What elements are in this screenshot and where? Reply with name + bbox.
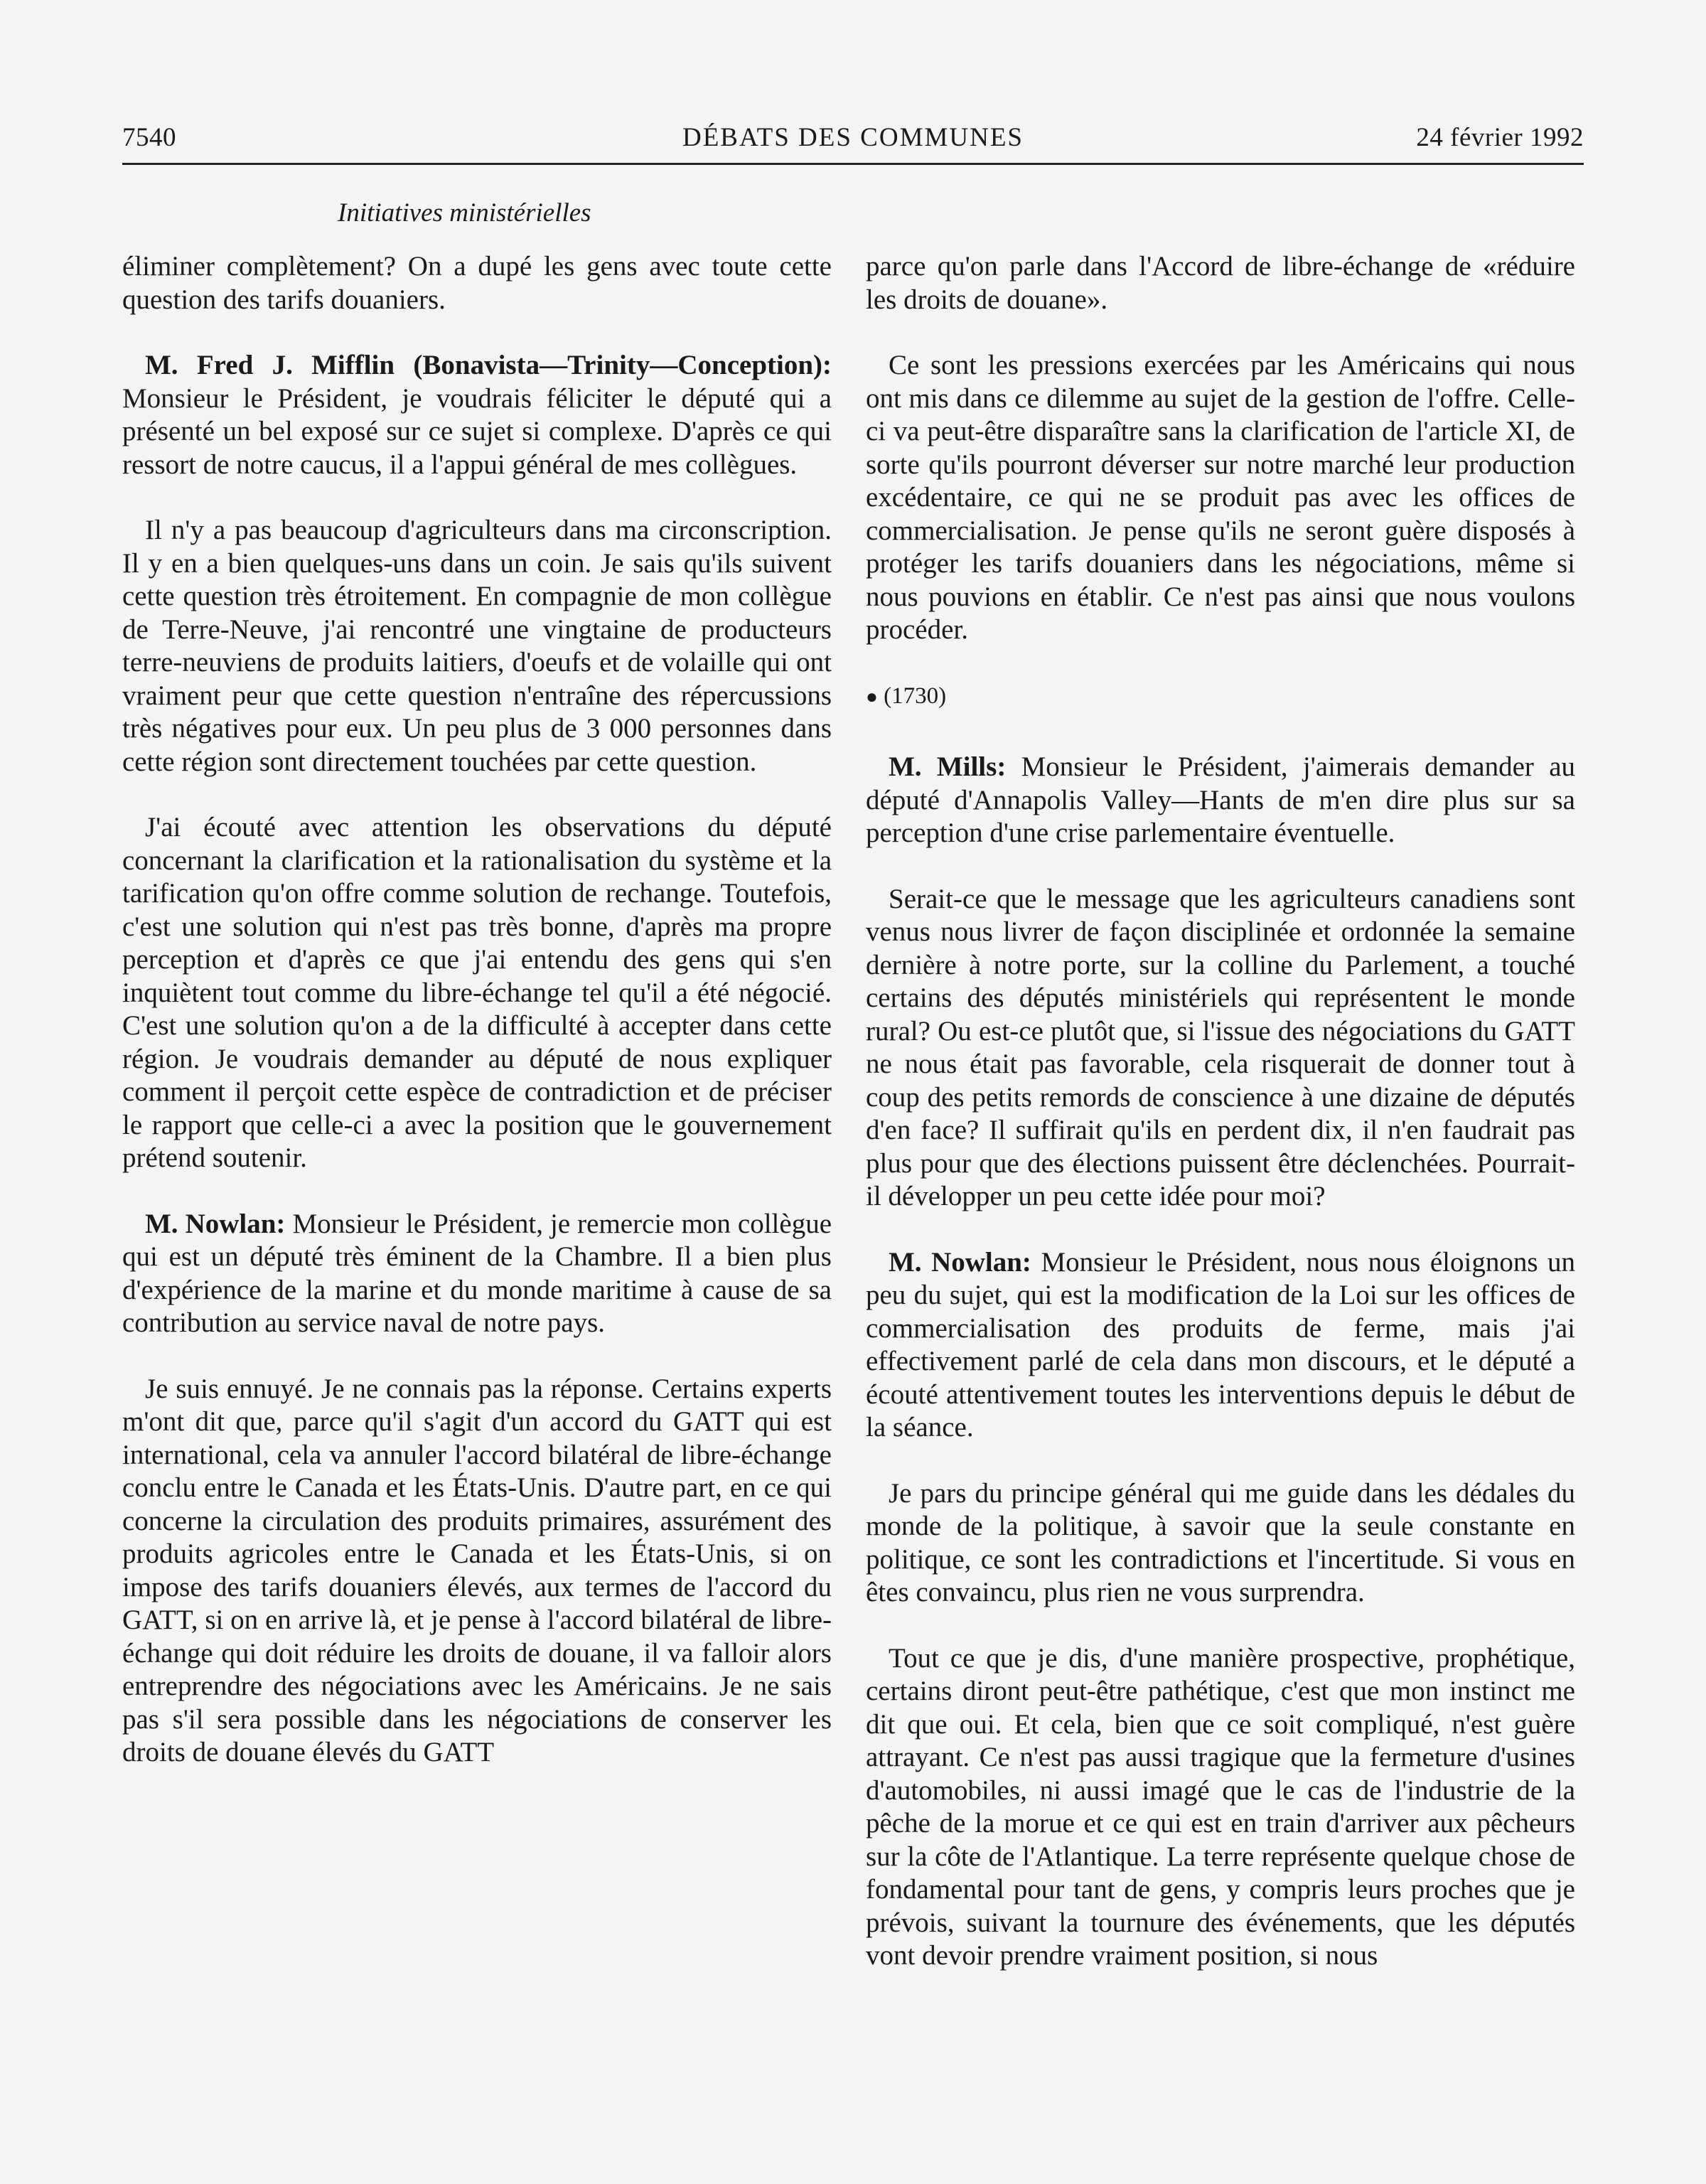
speech-text: Monsieur le Président, je remercie mon collègue qui est un député très éminent de la Chambre. Il a bien plus d'expérience de la marine et du monde maritime à cause de sa contribution au service naval de notre pays.	[122, 1208, 832, 1338]
paragraph: Tout ce que je dis, d'une manière prospective, prophétique, certains diront peut-être pathétique, c'est que mon instinct me dit que oui. Et cela, bien que ce soit compliqué, n'est guère attrayant. Ce n'est pas aussi tragique que la fermeture d'usines d'automobiles, ni aussi imagé que le cas de l'industrie de la pêche de la morue et ce qui est en train d'arriver aux pêcheurs sur la côte de l'Atlantique. La terre représente quelque chose de fondamental pour tant de gens, y compris leurs proches que je prévois, suivant la tournure des événements, que les députés vont devoir prendre vraiment position, si nous	[866, 1642, 1575, 1971]
speech-paragraph	[122, 1208, 832, 1340]
speech-text: Monsieur le Président, j'aimerais demander au député d'Annapolis Valley—Hants de m'en dire plus sur sa perception d'une crise parlementaire éventuelle.	[866, 751, 1575, 848]
paragraph: éliminer complètement? On a dupé les gens avec toute cette question des tarifs douaniers.	[122, 251, 832, 315]
running-head	[122, 122, 1584, 165]
speaker-name: M. Nowlan:	[889, 1246, 1031, 1278]
paragraph: Il n'y a pas beaucoup d'agriculteurs dans ma circonscription. Il y en a bien quelques-uns dans un coin. Je sais qu'ils suivent cette question très étroitement. En compagnie de mon collègue de Terre-Neuve, j'ai rencontré une vingtaine de producteurs terre-neuviens de produits laitiers, d'oeufs et de volaille qui ont vraiment peur que cette question n'entraîne des répercussions très négatives pour eux. Un peu plus de 3 000 personnes dans cette région sont directement touchées par cette question.	[122, 515, 832, 777]
speech-paragraph	[122, 349, 832, 481]
header-rule	[122, 163, 1584, 165]
paragraph: Je pars du principe général qui me guide dans les dédales du monde de la politique, à savoir que la seule constante en politique, ce sont les contradictions et l'incertitude. Si vous en êtes convaincu, plus rien ne vous surprendra.	[866, 1477, 1575, 1607]
speech-text: Monsieur le Président, je voudrais féliciter le député qui a présenté un bel exposé sur ce sujet si complexe. D'après ce qui ressort de notre caucus, il a l'appui général de mes collègues.	[122, 382, 832, 480]
paragraph: Serait-ce que le message que les agriculteurs canadiens sont venus nous livrer de façon disciplinée et ordonnée la semaine dernière à notre porte, sur la colline du Parlement, a touché certains des députés ministériels qui représentent le monde rural? Ou est-ce plutôt que, si l'issue des négociations du GATT ne nous était pas favorable, cela risquerait de donner tout à coup des petits remords de conscience à une dizaine de députés d'en face? Il suffirait qu'ils en perdent dix, il n'en faudrait pas plus pour que des élections puissent être déclenchées. Pourrait-il développer un peu cette idée pour moi?	[866, 883, 1575, 1211]
page-date: 24 février 1992	[1416, 123, 1584, 152]
speech-text: Monsieur le Président, nous nous éloignons un peu du sujet, qui est la modification de la Loi sur les offices de commercialisation des produits de ferme, mais j'ai effectivement parlé de cela dans mon discours, et le député a écouté attentivement toutes les interventions depuis le début de la séance.	[866, 1246, 1576, 1442]
speech-paragraph	[866, 751, 1575, 850]
paragraph: Ce sont les pressions exercées par les Américains qui nous ont mis dans ce dilemme au sujet de la gestion de l'offre. Celle-ci va peut-être disparaître sans la clarification de l'article XI, de sorte qu'ils pourront déverser sur notre marché leur production excédentaire, ce qui ne se produit pas avec les offices de commercialisation. Je pense qu'ils ne seront guère disposés à protéger les tarifs douaniers dans les négociations, même si nous pouvions en établir. Ce n'est pas ainsi que nous voulons procéder.	[866, 350, 1575, 645]
speech-paragraph	[866, 1246, 1575, 1445]
page-number: 7540	[122, 123, 176, 152]
right-column	[866, 250, 1575, 2006]
speaker-name: M. Nowlan:	[145, 1208, 286, 1239]
speaker-name: M. Mills:	[889, 751, 1007, 782]
bullet-icon: ●	[866, 685, 878, 708]
publication-title: DÉBATS DES COMMUNES	[682, 123, 1024, 152]
paragraph: Je suis ennuyé. Je ne connais pas la réponse. Certains experts m'ont dit que, parce qu'il s'agit d'un accord du GATT qui est international, cela va annuler l'accord bilatéral de libre-échange conclu entre le Canada et les États-Unis. D'autre part, en ce qui concerne la circulation des produits primaires, assurément des produits agricoles entre le Canada et les États-Unis, si on impose des tarifs douaniers élevés, aux termes de l'accord du GATT, si on en arrive là, et je pense à l'accord bilatéral de libre-échange qui doit réduire les droits de douane, il va falloir alors entreprendre des négociations avec les Américains. Je ne sais pas s'il sera possible dans les négociations de conserver les droits de douane élevés du GATT	[122, 1373, 832, 1767]
speaker-name: M. Fred J. Mifflin (Bonavista—Trinity—Conception):	[145, 350, 832, 380]
left-column	[122, 250, 832, 1802]
paragraph: parce qu'on parle dans l'Accord de libre-échange de «réduire les droits de douane».	[866, 251, 1575, 315]
section-label: Initiatives ministérielles	[338, 198, 591, 228]
paragraph: J'ai écouté avec attention les observations du député concernant la clarification et la rationalisation du système et la tarification qu'on offre comme solution de rechange. Toutefois, c'est une solution qui n'est pas très bonne, d'après ma propre perception et d'après ce que j'ai entendu des gens qui s'en inquiètent tout comme du libre-échange tel qu'il a été négocié. C'est une solution qu'on a de la difficulté à accepter dans cette région. Je voudrais demander au député de nous expliquer comment il perçoit cette espèce de contradiction et de préciser le rapport que celle-ci a avec la position que le gouvernement prétend soutenir.	[122, 812, 832, 1173]
time-marker	[866, 680, 1575, 714]
time-marker-label: (1730)	[884, 682, 947, 709]
